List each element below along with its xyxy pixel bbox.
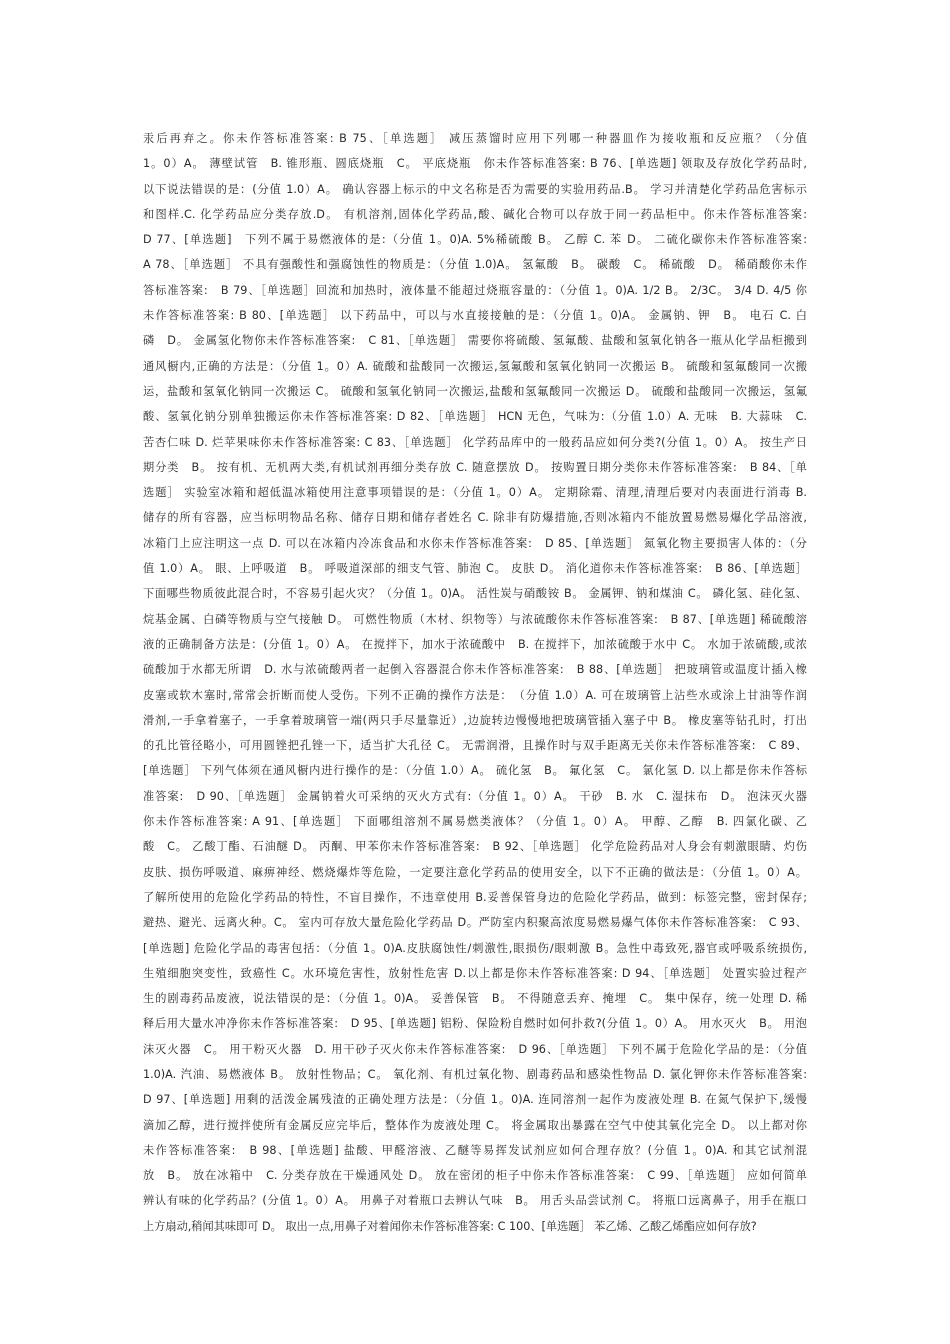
- text-line: 液的正确制备方法是：(分值 1。0）A。 在搅拌下，加水于浓硫酸中 B. 在搅拌下，加浓硫酸于水中 C。 水加于浓硫酸,或浓: [143, 637, 807, 651]
- text-line: 磷 D。 金属氢化物你未作答标准答案: C 81、［单选题］ 需要你将硫酸、氢氟酸、盐酸和氢氧化钠各一瓶从化学品柜搬到: [143, 334, 807, 348]
- text-line: 滑剂,一手拿着塞子，一手拿着玻璃管一端(两只手尽量靠近）,边旋转边慢慢地把玻璃管插入塞子中 B。 橡皮塞等钻孔时，打出: [143, 713, 807, 727]
- text-line: 烷基金属、白磷等物质与空气接触 D。 可燃性物质（木材、织物等）与浓硫酸你未作答标准答案: B 87、[单选题] 稀硫酸溶: [143, 612, 807, 626]
- text-line: 生殖细胞突变性，致癌性 C。水环境危害性，放射性危害 D.以上都是你未作答标准答案: D 94、［单选题］ 处置实验过程产: [143, 966, 807, 980]
- text-line: 苦杏仁味 D. 烂苹果味你未作答标准答案: C 83、［单选题］ 化学药品库中的一般药品应如何分类?(分值 1。0）A。 按生产日: [143, 435, 807, 449]
- text-line: 下面哪些物质彼此混合时，不容易引起火灾？（分值 1。0)A。 活性炭与硝酸铵 B。 金属钾、钠和煤油 C。 磷化氢、硅化氢、: [143, 587, 807, 601]
- text-line: [单选题] 危险化学品的毒害包括：（分值 1。0)A.皮肤腐蚀性/刺激性,眼损伤/眼刺激 B。急性中毒致死,器官或呼吸系统损伤,: [143, 941, 807, 955]
- text-line: 储存的所有容器，应当标明物品名称、储存日期和储存者姓名 C. 除非有防爆措施,否则冰箱内不能放置易燃易爆化学品溶液,: [143, 511, 807, 525]
- text-line: 酸 C。 乙酸丁酯、石油醚 D。 丙酮、甲苯你未作答标准答案: B 92、［单选题］ 化学危险药品对人身会有刺激眼睛、灼伤: [143, 840, 807, 854]
- text-line: 1.0)A. 汽油、易燃液体 B。 放射性物品；C。 氧化剂、有机过氧化物、剧毒药品和感染性物品 D. 氯化钾你未作答标准答案:: [143, 1067, 807, 1081]
- text-line: 的孔比管径略小，可用圆锉把孔锉一下，适当扩大孔径 C。 无需润滑，且操作时与双手距离无关你未作答标准答案: C 89、: [143, 739, 807, 753]
- text-line: 答标准答案: B 79、［单选题］回流和加热时，液体量不能超过烧瓶容量的：（分值 1。0)A. 1/2 B。 2/3C。 3/4 D. 4/5 你: [143, 283, 807, 297]
- text-line: 酸、氢氧化钠分别单独搬运你未作答标准答案: D 82、［单选题］ HCN 无色，气味为:（分值 1.0）A. 无味 B. 大蒜味 C.: [143, 410, 807, 424]
- text-line: 皮肤、损伤呼吸道、麻痹神经、燃烧爆炸等危险，一定要注意化学药品的使用安全，以下不正确的做法是：（分值 1。0）A。: [143, 865, 807, 879]
- text-line: 释后用大量水冲净你未作答标准答案: D 95、[单选题] 铝粉、保险粉自燃时如何扑救?(分值 1。0）A。 用水灭火 B。 用泡: [143, 1017, 807, 1031]
- text-line: 未作答标准答案: B 80、[单选题］ 以下药品中，可以与水直接接触的是：（分值 1。0)A。 金属钠、钾 B。 电石 C. 白: [143, 309, 807, 323]
- text-line: D 77、[单选题] 下列不属于易燃液体的是:（分值 1。0)A. 5%稀硫酸 B。 乙醇 C. 苯 D。 二硫化碳你未作答标准答案:: [143, 233, 807, 247]
- text-line: 期分类 B。 按有机、无机两大类,有机试剂再细分类存放 C. 随意摆放 D。 按购置日期分类你未作答标准答案: B 84、［单: [143, 460, 807, 474]
- text-line: 以下说法错误的是：(分值 1.0）A。 确认容器上标示的中文名称是否为需要的实验用药品.B。 学习并清楚化学药品危害标示: [143, 182, 807, 196]
- text-line: 滴加乙醇，进行搅拌使所有金属反应完毕后，整体作为废液处理 C。 将金属取出暴露在空气中使其氧化完全 D。 以上都对你: [143, 1118, 807, 1132]
- text-line: [单选题］ 下列气体须在通风橱内进行操作的是：（分值 1.0）A。 硫化氢 B。 氟化氢 C。 氯化氢 D. 以上都是你未作答标: [143, 764, 807, 778]
- text-line: 上方扇动,稍闻其味即可 D。 取出一点,用鼻子对着闻你未作答标准答案: C 100、[单选题］ 苯乙烯、乙酸乙烯酯应如何存放?: [143, 1219, 757, 1233]
- text-line: 值 1.0）A。 眼、上呼吸道 B。 呼吸道深部的细支气管、肺泡 C。 皮肤 D。 消化道你未作答标准答案: B 86、[单选题］: [143, 562, 807, 576]
- text-line: 运，盐酸和氢氧化钠同一次搬运 C。 硫酸和氢氧化钠同一次搬运,盐酸和氢氟酸同一次搬运 D。 硫酸和盐酸同一次搬运，氢氟: [143, 384, 807, 398]
- text-line: D 97、[单选题] 用剩的活泼金属残渣的正确处理方法是：（分值 1。0)A. 连同溶剂一起作为废液处理 B. 在氮气保护下,缓慢: [143, 1093, 807, 1107]
- text-line: 皮塞或软木塞时,常常会折断而使人受伤。下列不正确的操作方法是： （分值 1.0）A. 可在玻璃管上沾些水或涂上甘油等作润: [143, 688, 807, 702]
- text-line: 避热、避光、远离火种。C。 室内可存放大量危险化学药品 D。严防室内积聚高浓度易燃易爆气体你未作答标准答案: C 93、: [143, 916, 807, 930]
- text-line: 未作答标准答案: B 98、[单选题] 盐酸、甲醛溶液、乙醚等易挥发试剂应如何合理存放？(分值 1。0)A. 和其它试剂混: [143, 1143, 807, 1157]
- document-body: [143, 126, 807, 1239]
- text-line: 冰箱门上应注明这一点 D. 可以在冰箱内冷冻食品和水你未作答标准答案: D 85、[单选题］ 氮氧化物主要损害人体的：（分: [143, 536, 807, 550]
- text-line: 选题］ 实验室冰箱和超低温冰箱使用注意事项错误的是：（分值 1。0）A。 定期除霜、清理,清理后要对内表面进行消毒 B.: [143, 486, 807, 500]
- text-line: 汞后再弃之。你未作答标准答案: B 75、［单选题］ 减压蒸馏时应用下列哪一种器皿作为接收瓶和反应瓶？（分值: [143, 132, 807, 145]
- text-line: 沫灭火器 C。 用干粉灭火器 D. 用干砂子灭火你未作答标准答案: D 96、［单选题］ 下列不属于危险化学品的是：（分值: [143, 1042, 807, 1056]
- text-line: A 78、［单选题］ 不具有强酸性和强腐蚀性的物质是：（分值 1.0)A。 氢氟酸 B。 碳酸 C。 稀硫酸 D。 稀硝酸你未作: [143, 258, 807, 272]
- text-line: 准答案: D 90、［单选题］ 金属钠着火可采纳的灭火方式有:（分值 1。0）A。 干砂 B. 水 C. 湿抹布 D。 泡沫灭火器: [143, 789, 807, 803]
- text-line: 硫酸加于水都无所谓 D. 水与浓硫酸两者一起倒入容器混合你未作答标准答案: B 88、[单选题］ 把玻璃管或温度计插入橡: [143, 663, 807, 677]
- text-line: 1。0）A。 薄壁试管 B. 锥形瓶、圆底烧瓶 C。 平底烧瓶 你未作答标准答案: B 76、[单选题] 领取及存放化学药品时,: [143, 157, 807, 171]
- text-line: 和图样.C. 化学药品应分类存放.D。 有机溶剂,固体化学药品,酸、碱化合物可以存放于同一药品柜中。你未作答标准答案:: [143, 207, 807, 221]
- text-line: 通风橱内,正确的方法是：（分值 1。0）A. 硫酸和盐酸同一次搬运,氢氟酸和氢氧化钠同一次搬运 B。 硫酸和氢氟酸同一次搬: [143, 359, 807, 373]
- text-line: 了解所使用的危险化学药品的特性，不盲目操作，不违章使用 B.妥善保管身边的危险化学药品，做到：标签完整，密封保存;: [143, 890, 807, 904]
- text-line: 辨认有味的化学药品？(分值 1。0）A。 用鼻子对着瓶口去辨认气味 B。 用舌头品尝试剂 C。 将瓶口远离鼻子，用手在瓶口: [143, 1194, 807, 1208]
- text-line: 生的剧毒药品废液，说法错误的是：（分值 1。0)A。 妥善保管 B。 不得随意丢弃、掩埋 C。 集中保存，统一处理 D. 稀: [143, 992, 807, 1006]
- text-line: 放 B。 放在冰箱中 C. 分类存放在干燥通风处 D。 放在密闭的柜子中你未作答标准答案: C 99、［单选题］ 应如何简单: [143, 1169, 807, 1183]
- text-line: 你未作答标准答案: A 91、[单选题］ 下面哪组溶剂不属易燃类液体？（分值 1。0）A。 甲醇、乙醇 B. 四氯化碳、乙: [143, 815, 807, 829]
